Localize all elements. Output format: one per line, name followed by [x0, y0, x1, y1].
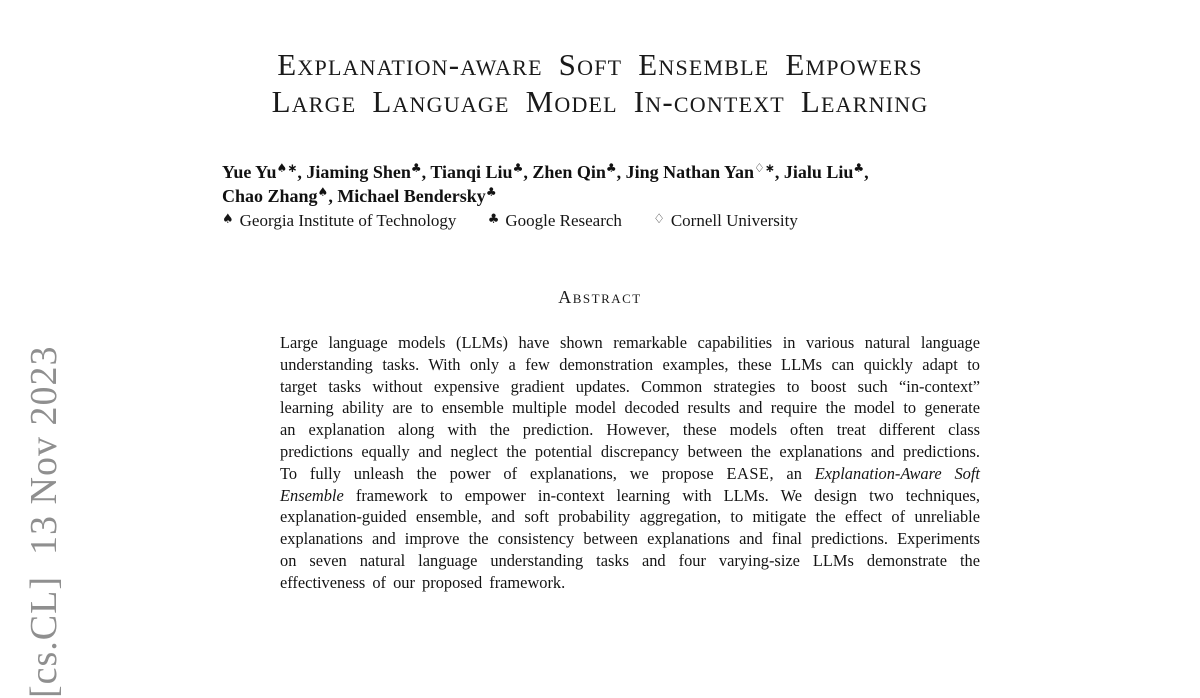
paper-title-line1: Explanation-aware Soft Ensemble Empowers	[277, 47, 923, 82]
author-list	[222, 161, 1200, 208]
paper-title-line2: Large Language Model In-context Learning	[271, 84, 929, 119]
author-separator: ,	[523, 162, 533, 182]
affiliation-item	[488, 211, 622, 230]
author-separator: ,	[297, 162, 307, 182]
author-affiliation-mark: ♠∗	[276, 161, 298, 175]
affiliation-list	[222, 211, 1200, 231]
affiliation-name: Georgia Institute of Technology	[239, 211, 457, 230]
affiliation-name: Cornell University	[670, 211, 798, 230]
abstract-segment: Large language models (LLMs) have shown remarkable capabilities in various natural language understanding tasks. With only a few demonstration examples, these LLMs can quickly adapt to target tasks without expensive gradient updates. Common strategies to boost such “in-context” learning ability are to ensemble multiple model decoded results and require the model to generate an explanation along with the prediction. However, these models often treat different class predictions equally and neglect the potential discrepancy between the explanations and predictions. To fully unleash the power of explanations, we propose	[280, 333, 980, 483]
author-affiliation-mark: ♠	[317, 184, 329, 199]
author-separator: ,	[421, 162, 431, 182]
author-separator: ,	[328, 185, 338, 206]
affiliation-item	[653, 211, 798, 230]
framework-name-italic: Explanation-Aware Soft Ensemble	[280, 463, 980, 505]
ease-acronym: EASE	[726, 463, 770, 483]
author-affiliation-mark: ♣	[512, 161, 524, 175]
author-line-1	[222, 161, 1200, 185]
abstract-text	[280, 332, 980, 594]
author-line-2	[222, 185, 1200, 209]
paper-title	[0, 46, 1200, 120]
diamond-icon: ♢	[653, 212, 665, 227]
abstract-heading: Abstract	[558, 287, 642, 307]
abstract-segment: , an	[769, 463, 815, 483]
author-separator: ,	[774, 162, 784, 182]
affiliation-item	[222, 211, 456, 230]
author-affiliation-mark: ♣	[485, 184, 497, 199]
author-affiliation-mark: ♣	[605, 161, 617, 175]
author: Chao Zhang♠,	[222, 184, 338, 206]
author-affiliation-mark: ♣	[410, 161, 422, 175]
arxiv-watermark: [cs.CL] 13 Nov 2023	[23, 345, 65, 698]
abstract-segment: framework to empower in-context learning with LLMs. We design two techniques, explanation-guided ensemble, and soft probability aggregation, to mitigate the effect of unreliable explanations and improve the consistency between explanations and final predictions. Experiments on seven natural language understanding tasks and four varying-size LLMs demonstrate the effectiveness of our proposed framework.	[280, 485, 980, 592]
author-affiliation-mark: ♣	[853, 161, 865, 175]
affiliation-name: Google Research	[505, 211, 622, 230]
author-affiliation-mark: ♢∗	[754, 161, 775, 175]
author: Michael Bendersky♣	[337, 184, 497, 206]
author: Zhen Qin♣,	[532, 161, 626, 182]
club-icon: ♣	[487, 212, 500, 227]
author: Tianqi Liu♣,	[430, 161, 533, 182]
author: Jing Nathan Yan♢∗,	[625, 161, 784, 182]
author: Jiaming Shen♣,	[306, 161, 431, 182]
spade-icon: ♠	[222, 212, 234, 227]
author: Jialu Liu♣,	[783, 161, 869, 182]
author-separator: ,	[864, 162, 869, 182]
author: Yue Yu♠∗,	[222, 161, 307, 182]
author-separator: ,	[616, 162, 626, 182]
